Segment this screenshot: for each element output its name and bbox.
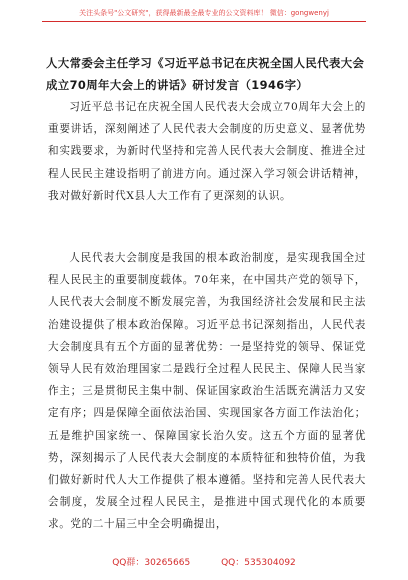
body-paragraph-2: 人民代表大会制度是我国的根本政治制度，是实现我国全过程人民民主的重要制度载体。70年来，在中国共产党的领导下，人民代表大会制度不断发展完善，为我国经济社会发展和民主法治建设提供了根本政治保障。习近平总书记深刻指出，人民代表大会制度具有五个方面的显著优势：一是坚持党的领导、保证党领导人民有效治理国家二是践行全过程人民民主、保障人民当家作主；三是贯彻民主集中制、保证国家政治生活既充满活力又安定有序；四是保障全面依法治国、实现国家各方面工作法治化；五是维护国家统一、保障国家长治久安。这五个方面的显著优势，深刻揭示了人民代表大会制度的本质特征和独特价值，为我们做好新时代人大工作提供了根本遵循。坚持和完善人民代表大会制度，发展全过程人民民主，是推进中国式现代化的本质要求。党的二十届三中全会明确提出， — [48, 252, 366, 531]
body-paragraph-1: 习近平总书记在庆祝全国人民代表大会成立70周年大会上的重要讲话，深刻阐述了人民代表大会制度的历史意义、显著优势和实践要求，为新时代坚持和完善人民代表大会制度、推进全过程人民民主建设指明了前进方向。通过深入学习领会讲话精神，我对做好新时代X县人大工作有了更深刻的认识。 — [48, 101, 366, 202]
header-divider — [42, 21, 366, 22]
header-banner: 关注头条号"公文研究"，获得最新最全最专业的公文资料库！ 微信：gongwenyj — [79, 9, 329, 17]
footer-qq: QQ：535304092 — [221, 558, 296, 568]
footer-qq-group: QQ群：30265665 — [112, 558, 191, 568]
document-title: 人大常委会主任学习《习近平总书记在庆祝全国人民代表大会成立70周年大会上的讲话》研讨发言（1946字） — [46, 56, 365, 92]
footer-contact — [0, 555, 408, 568]
